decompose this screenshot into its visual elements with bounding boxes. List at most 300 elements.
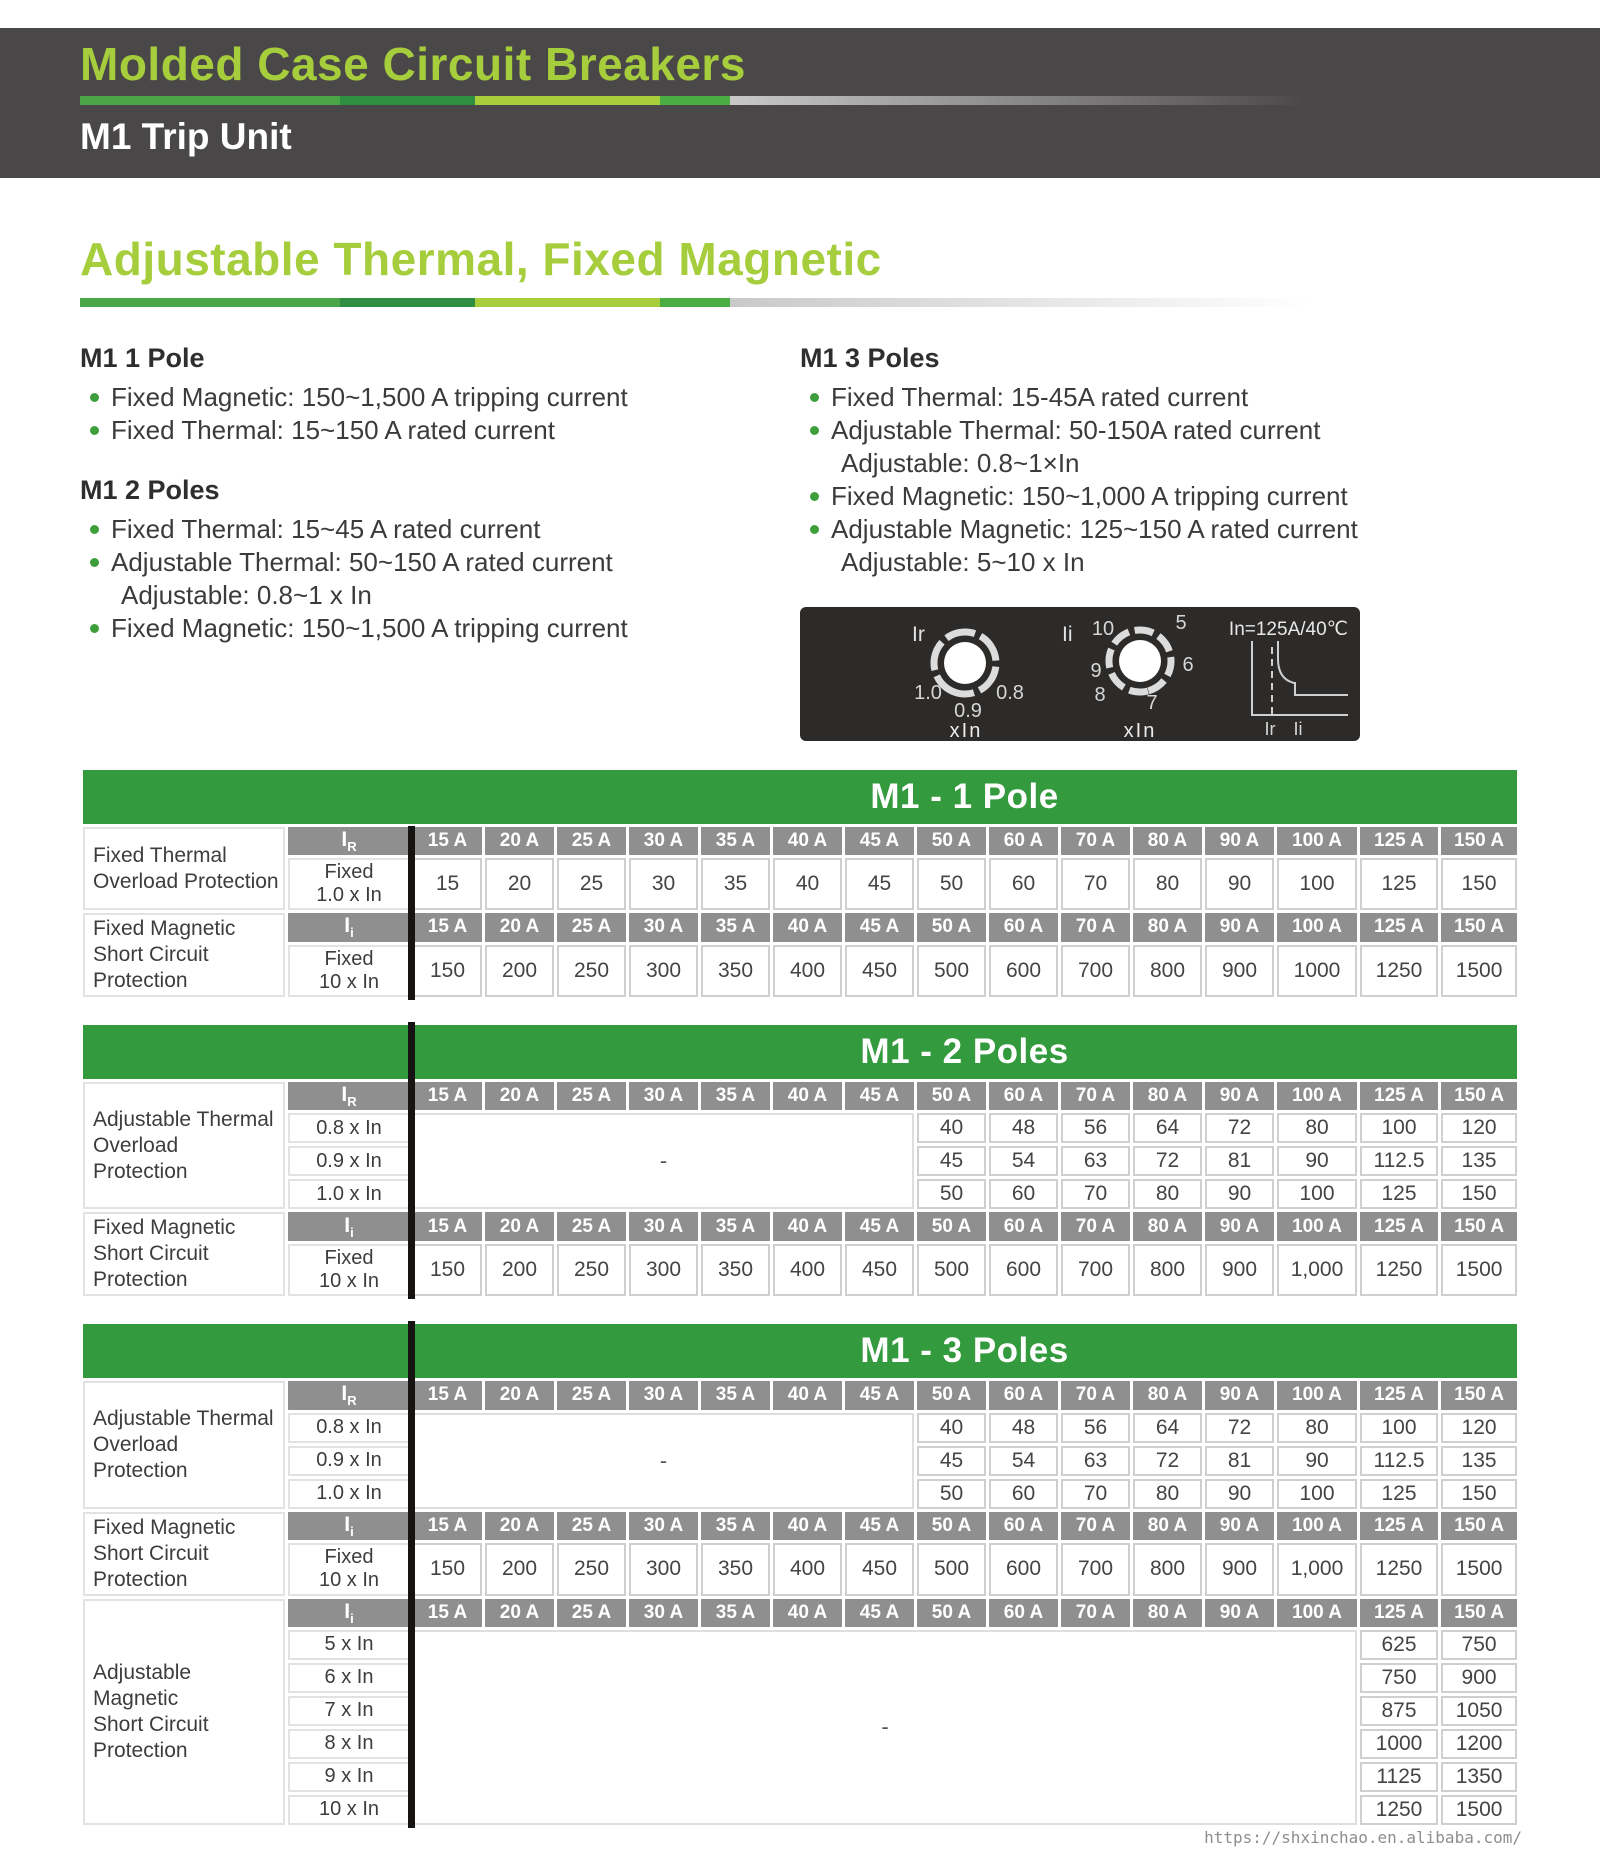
- setting-label: 8 x In: [288, 1729, 410, 1759]
- setting-label: Fixed 1.0 x In: [288, 858, 410, 910]
- value-cell: 48: [989, 1413, 1058, 1443]
- amp-header-cell: 20 A: [485, 1212, 554, 1240]
- table-row: [83, 945, 1517, 998]
- amp-header-row: [83, 1381, 1517, 1409]
- setting-label: 0.9 x In: [288, 1446, 410, 1476]
- protection-label: Adjustable Thermal Overload Protection: [83, 1381, 285, 1508]
- amp-header-cell: 80 A: [1133, 1212, 1202, 1240]
- spec-group: [80, 343, 800, 445]
- amp-header-cell: 50 A: [917, 913, 986, 941]
- value-cell: 1000: [1277, 945, 1357, 998]
- value-cell: 150: [1441, 1179, 1517, 1209]
- ir-tick-1.0: 1.0: [914, 682, 942, 704]
- value-cell: 80: [1133, 858, 1202, 910]
- value-cell: 150: [1441, 1479, 1517, 1509]
- value-cell: 90: [1205, 858, 1274, 910]
- value-cell: 120: [1441, 1413, 1517, 1443]
- value-cell: 100: [1277, 1179, 1357, 1209]
- amp-header-cell: 60 A: [989, 1512, 1058, 1540]
- value-cell: 1,000: [1277, 1244, 1357, 1297]
- amp-header-cell: 50 A: [917, 827, 986, 855]
- value-cell: 63: [1061, 1446, 1130, 1476]
- bullet-item: [80, 415, 800, 445]
- value-cell: 1500: [1441, 1795, 1517, 1825]
- value-cell: 56: [1061, 1413, 1130, 1443]
- value-cell: 1050: [1441, 1696, 1517, 1726]
- value-cell: 90: [1277, 1146, 1357, 1176]
- setting-label: 9 x In: [288, 1762, 410, 1792]
- empty-range-cell: -: [413, 1413, 914, 1509]
- bullet-text: Fixed Magnetic: 150~1,500 A tripping current: [111, 613, 628, 643]
- ii-tick-8: 8: [1094, 684, 1106, 706]
- amp-header-cell: 35 A: [701, 1599, 770, 1627]
- amp-header-cell: 125 A: [1360, 1082, 1438, 1110]
- value-cell: 50: [917, 1479, 986, 1509]
- value-cell: 1250: [1360, 1543, 1438, 1596]
- bullet-text: Adjustable Thermal: 50~150 A rated current: [111, 547, 613, 577]
- rating-table: [80, 767, 1520, 1000]
- spec-column-right: [800, 343, 1540, 741]
- rating-table: [80, 1022, 1520, 1299]
- spec-group: [80, 475, 800, 643]
- value-cell: 150: [413, 1543, 482, 1596]
- amp-header-row: [83, 1512, 1517, 1540]
- value-cell: 1000: [1360, 1729, 1438, 1759]
- table-divider-line: [408, 1321, 415, 1827]
- rating-table-m1-2-poles: [80, 1022, 1520, 1299]
- amp-header-cell: 70 A: [1061, 827, 1130, 855]
- amp-header-cell: 45 A: [845, 913, 914, 941]
- amp-header-cell: 90 A: [1205, 1212, 1274, 1240]
- setting-label: Fixed 10 x In: [288, 1543, 410, 1596]
- amp-header-cell: 100 A: [1277, 827, 1357, 855]
- value-cell: 72: [1133, 1146, 1202, 1176]
- amp-header-cell: 15 A: [413, 1599, 482, 1627]
- bullet-icon: [810, 426, 819, 435]
- amp-header-cell: 70 A: [1061, 913, 1130, 941]
- value-cell: 72: [1205, 1413, 1274, 1443]
- amp-header-cell: 45 A: [845, 1212, 914, 1240]
- value-cell: 400: [773, 945, 842, 998]
- amp-header-cell: 60 A: [989, 1082, 1058, 1110]
- amp-header-cell: 20 A: [485, 1381, 554, 1409]
- spec-columns: [80, 343, 1600, 741]
- value-cell: 250: [557, 1543, 626, 1596]
- setting-label: 0.8 x In: [288, 1413, 410, 1443]
- value-cell: 54: [989, 1446, 1058, 1476]
- amp-header-cell: 50 A: [917, 1212, 986, 1240]
- spec-group: [800, 343, 1540, 577]
- table-title: M1 - 1 Pole: [83, 770, 1517, 824]
- spec-heading: M1 3 Poles: [800, 343, 940, 373]
- value-cell: 350: [701, 1244, 770, 1297]
- amp-header-cell: 25 A: [557, 827, 626, 855]
- value-cell: 1500: [1441, 1543, 1517, 1596]
- setting-label: 5 x In: [288, 1630, 410, 1660]
- amp-header-cell: 40 A: [773, 827, 842, 855]
- amp-header-cell: 40 A: [773, 1599, 842, 1627]
- value-cell: 45: [917, 1146, 986, 1176]
- value-cell: 900: [1205, 1543, 1274, 1596]
- setting-label: 7 x In: [288, 1696, 410, 1726]
- table-row: [83, 1630, 1517, 1660]
- value-cell: 700: [1061, 945, 1130, 998]
- bullet-item: [800, 382, 1540, 412]
- bullet-item: [80, 547, 800, 577]
- ii-tick-7: 7: [1146, 692, 1158, 714]
- amp-header-cell: 70 A: [1061, 1212, 1130, 1240]
- value-cell: 700: [1061, 1244, 1130, 1297]
- amp-header-cell: 70 A: [1061, 1512, 1130, 1540]
- protection-label: Adjustable Thermal Overload Protection: [83, 1082, 285, 1209]
- amp-header-cell: 35 A: [701, 827, 770, 855]
- value-cell: 500: [917, 1543, 986, 1596]
- tables: [80, 767, 1600, 1828]
- value-cell: 350: [701, 945, 770, 998]
- amp-header-cell: 15 A: [413, 913, 482, 941]
- amp-header-cell: 30 A: [629, 1212, 698, 1240]
- amp-header-cell: 80 A: [1133, 913, 1202, 941]
- amp-header-cell: 35 A: [701, 913, 770, 941]
- value-cell: 450: [845, 1543, 914, 1596]
- bullet-text: Adjustable: 0.8~1 x In: [121, 580, 372, 610]
- amp-header-cell: 40 A: [773, 1082, 842, 1110]
- amp-header-cell: 15 A: [413, 827, 482, 855]
- value-cell: 45: [845, 858, 914, 910]
- curve-ii-label: Ii: [1293, 719, 1303, 739]
- amp-header-cell: 100 A: [1277, 1082, 1357, 1110]
- value-cell: 450: [845, 1244, 914, 1297]
- amp-header-cell: 45 A: [845, 1381, 914, 1409]
- bullet-item: [800, 448, 1540, 478]
- value-cell: 800: [1133, 1543, 1202, 1596]
- protection-label: Adjustable Magnetic Short Circuit Protection: [83, 1599, 285, 1825]
- amp-header-cell: 45 A: [845, 1512, 914, 1540]
- amp-header-cell: 80 A: [1133, 1381, 1202, 1409]
- amp-header-row: [83, 913, 1517, 941]
- current-symbol: $I_R$: [288, 1381, 410, 1409]
- value-cell: 90: [1205, 1479, 1274, 1509]
- rating-table-m1-1-pole: [80, 767, 1520, 1000]
- value-cell: 875: [1360, 1696, 1438, 1726]
- bullet-text: Fixed Thermal: 15-45A rated current: [831, 382, 1249, 412]
- value-cell: 64: [1133, 1413, 1202, 1443]
- value-cell: 20: [485, 858, 554, 910]
- value-cell: 125: [1360, 1479, 1438, 1509]
- header-band: [0, 28, 1600, 178]
- amp-header-cell: 50 A: [917, 1082, 986, 1110]
- amp-header-cell: 100 A: [1277, 1599, 1357, 1627]
- amp-header-cell: 50 A: [917, 1512, 986, 1540]
- amp-header-row: [83, 1082, 1517, 1110]
- value-cell: 81: [1205, 1146, 1274, 1176]
- amp-header-cell: 100 A: [1277, 1212, 1357, 1240]
- amp-header-cell: 150 A: [1441, 913, 1517, 941]
- setting-label: 6 x In: [288, 1663, 410, 1693]
- value-cell: 125: [1360, 1179, 1438, 1209]
- protection-label: Fixed Magnetic Short Circuit Protection: [83, 1212, 285, 1296]
- trip-curve-icon: [1252, 641, 1348, 715]
- value-cell: 70: [1061, 858, 1130, 910]
- footer-url[interactable]: https://shxinchao.en.alibaba.com/: [1204, 1828, 1522, 1847]
- value-cell: 600: [989, 945, 1058, 998]
- table-divider-line: [408, 826, 415, 1000]
- setting-label: 0.9 x In: [288, 1146, 410, 1176]
- amp-header-cell: 125 A: [1360, 913, 1438, 941]
- ii-tick-5: 5: [1175, 612, 1187, 634]
- amp-header-cell: 50 A: [917, 1599, 986, 1627]
- amp-header-cell: 150 A: [1441, 1599, 1517, 1627]
- amp-header-cell: 80 A: [1133, 1512, 1202, 1540]
- value-cell: 70: [1061, 1179, 1130, 1209]
- setting-label: 1.0 x In: [288, 1179, 410, 1209]
- page-title: Molded Case Circuit Breakers: [80, 38, 746, 90]
- amp-header-cell: 35 A: [701, 1082, 770, 1110]
- value-cell: 750: [1441, 1630, 1517, 1660]
- value-cell: 60: [989, 1479, 1058, 1509]
- value-cell: 500: [917, 945, 986, 998]
- bullet-item: [80, 580, 800, 610]
- setting-label: 1.0 x In: [288, 1479, 410, 1509]
- table-row: [83, 1113, 1517, 1143]
- value-cell: 400: [773, 1244, 842, 1297]
- value-cell: 300: [629, 945, 698, 998]
- value-cell: 300: [629, 1244, 698, 1297]
- value-cell: 135: [1441, 1146, 1517, 1176]
- rating-table: [80, 1321, 1520, 1827]
- ir-tick-0.8: 0.8: [996, 682, 1024, 704]
- value-cell: 200: [485, 945, 554, 998]
- amp-header-cell: 90 A: [1205, 913, 1274, 941]
- bullet-text: Fixed Magnetic: 150~1,500 A tripping current: [111, 382, 628, 412]
- amp-header-cell: 70 A: [1061, 1599, 1130, 1627]
- amp-header-cell: 70 A: [1061, 1381, 1130, 1409]
- value-cell: 1500: [1441, 945, 1517, 998]
- amp-header-cell: 100 A: [1277, 1381, 1357, 1409]
- value-cell: 50: [917, 858, 986, 910]
- empty-range-cell: -: [413, 1630, 1357, 1825]
- value-cell: 64: [1133, 1113, 1202, 1143]
- ii-dial-caption: xIn: [1123, 720, 1157, 741]
- value-cell: 800: [1133, 1244, 1202, 1297]
- bullet-text: Adjustable Magnetic: 125~150 A rated current: [831, 514, 1358, 544]
- bullet-item: [800, 547, 1540, 577]
- amp-header-cell: 35 A: [701, 1381, 770, 1409]
- value-cell: 1200: [1441, 1729, 1517, 1759]
- value-cell: 100: [1360, 1113, 1438, 1143]
- amp-header-cell: 150 A: [1441, 1512, 1517, 1540]
- ir-dial-caption: xIn: [949, 720, 983, 741]
- amp-header-cell: 60 A: [989, 1381, 1058, 1409]
- value-cell: 90: [1205, 1179, 1274, 1209]
- amp-header-cell: 30 A: [629, 1381, 698, 1409]
- setting-label: 0.8 x In: [288, 1113, 410, 1143]
- value-cell: 40: [917, 1113, 986, 1143]
- value-cell: 1,000: [1277, 1543, 1357, 1596]
- amp-header-cell: 125 A: [1360, 1599, 1438, 1627]
- amp-header-cell: 20 A: [485, 1082, 554, 1110]
- current-symbol: $I_R$: [288, 827, 410, 855]
- value-cell: 56: [1061, 1113, 1130, 1143]
- amp-header-cell: 60 A: [989, 1212, 1058, 1240]
- amp-header-cell: 30 A: [629, 1599, 698, 1627]
- amp-header-cell: 150 A: [1441, 1381, 1517, 1409]
- section-title: Adjustable Thermal, Fixed Magnetic: [80, 233, 882, 285]
- amp-header-cell: 25 A: [557, 1082, 626, 1110]
- value-cell: 54: [989, 1146, 1058, 1176]
- value-cell: 80: [1133, 1479, 1202, 1509]
- spec-column-left: [80, 343, 800, 741]
- bullet-text: Fixed Thermal: 15~150 A rated current: [111, 415, 555, 445]
- amp-header-cell: 20 A: [485, 913, 554, 941]
- current-symbol: $I_i$: [288, 1599, 410, 1627]
- bullet-item: [80, 382, 800, 412]
- amp-header-cell: 90 A: [1205, 1512, 1274, 1540]
- value-cell: 81: [1205, 1446, 1274, 1476]
- table-title: M1 - 3 Poles: [83, 1324, 1517, 1378]
- value-cell: 120: [1441, 1113, 1517, 1143]
- protection-label: Fixed Magnetic Short Circuit Protection: [83, 1512, 285, 1596]
- header-divider-bar: [80, 96, 1310, 105]
- amp-header-row: [83, 1599, 1517, 1627]
- value-cell: 150: [1441, 858, 1517, 910]
- value-cell: 600: [989, 1543, 1058, 1596]
- amp-header-cell: 15 A: [413, 1381, 482, 1409]
- ii-tick-6: 6: [1182, 654, 1194, 676]
- amp-header-cell: 35 A: [701, 1512, 770, 1540]
- value-cell: 300: [629, 1543, 698, 1596]
- amp-header-cell: 25 A: [557, 1512, 626, 1540]
- section-heading: [80, 234, 1600, 307]
- value-cell: 48: [989, 1113, 1058, 1143]
- amp-header-cell: 20 A: [485, 1599, 554, 1627]
- bullet-item: [800, 415, 1540, 445]
- value-cell: 63: [1061, 1146, 1130, 1176]
- value-cell: 700: [1061, 1543, 1130, 1596]
- value-cell: 80: [1133, 1179, 1202, 1209]
- value-cell: 150: [413, 1244, 482, 1297]
- current-symbol: $I_i$: [288, 1512, 410, 1540]
- bullet-icon: [810, 492, 819, 501]
- spec-heading: M1 2 Poles: [80, 475, 220, 505]
- amp-header-cell: 90 A: [1205, 827, 1274, 855]
- amp-header-cell: 30 A: [629, 1082, 698, 1110]
- value-cell: 400: [773, 1543, 842, 1596]
- value-cell: 1350: [1441, 1762, 1517, 1792]
- amp-header-cell: 25 A: [557, 913, 626, 941]
- value-cell: 40: [773, 858, 842, 910]
- value-cell: 350: [701, 1543, 770, 1596]
- amp-header-cell: 90 A: [1205, 1082, 1274, 1110]
- value-cell: 600: [989, 1244, 1058, 1297]
- rating-table-m1-3-poles: [80, 1321, 1520, 1827]
- value-cell: 72: [1205, 1113, 1274, 1143]
- value-cell: 135: [1441, 1446, 1517, 1476]
- bullet-icon: [810, 525, 819, 534]
- value-cell: 200: [485, 1543, 554, 1596]
- amp-header-cell: 60 A: [989, 913, 1058, 941]
- amp-header-cell: 150 A: [1441, 1082, 1517, 1110]
- value-cell: 150: [413, 945, 482, 998]
- page-subtitle: M1 Trip Unit: [80, 116, 292, 157]
- amp-header-cell: 35 A: [701, 1212, 770, 1240]
- current-symbol: $I_i$: [288, 1212, 410, 1240]
- bullet-text: Adjustable Thermal: 50-150A rated current: [831, 415, 1321, 445]
- amp-header-cell: 40 A: [773, 913, 842, 941]
- amp-header-cell: 60 A: [989, 827, 1058, 855]
- value-cell: 250: [557, 945, 626, 998]
- amp-header-cell: 100 A: [1277, 913, 1357, 941]
- value-cell: 900: [1205, 1244, 1274, 1297]
- amp-header-cell: 15 A: [413, 1512, 482, 1540]
- value-cell: 45: [917, 1446, 986, 1476]
- bullet-icon: [90, 393, 99, 402]
- table-row: [83, 858, 1517, 910]
- amp-header-cell: 45 A: [845, 1082, 914, 1110]
- value-cell: 625: [1360, 1630, 1438, 1660]
- amp-header-cell: 25 A: [557, 1381, 626, 1409]
- bullet-icon: [810, 393, 819, 402]
- value-cell: 60: [989, 1179, 1058, 1209]
- protection-label: Fixed Thermal Overload Protection: [83, 827, 285, 910]
- value-cell: 900: [1441, 1663, 1517, 1693]
- amp-header-cell: 50 A: [917, 1381, 986, 1409]
- amp-header-cell: 125 A: [1360, 827, 1438, 855]
- value-cell: 80: [1277, 1413, 1357, 1443]
- table-divider-line: [408, 1022, 415, 1299]
- value-cell: 40: [917, 1413, 986, 1443]
- ii-dial-label: Ii: [1062, 623, 1073, 646]
- bullet-text: Fixed Magnetic: 150~1,000 A tripping current: [831, 481, 1348, 511]
- current-symbol: $I_R$: [288, 1082, 410, 1110]
- amp-header-cell: 70 A: [1061, 1082, 1130, 1110]
- curve-ir-label: Ir: [1264, 719, 1276, 739]
- amp-header-cell: 80 A: [1133, 1082, 1202, 1110]
- value-cell: 800: [1133, 945, 1202, 998]
- value-cell: 500: [917, 1244, 986, 1297]
- spec-heading: M1 1 Pole: [80, 343, 205, 373]
- amp-header-cell: 20 A: [485, 1512, 554, 1540]
- amp-header-cell: 60 A: [989, 1599, 1058, 1627]
- amp-header-cell: 40 A: [773, 1512, 842, 1540]
- setting-label: Fixed 10 x In: [288, 945, 410, 998]
- table-row: [83, 1244, 1517, 1297]
- value-cell: 35: [701, 858, 770, 910]
- bullet-icon: [90, 525, 99, 534]
- amp-header-row: [83, 827, 1517, 855]
- value-cell: 25: [557, 858, 626, 910]
- bullet-text: Adjustable: 0.8~1×In: [841, 448, 1080, 478]
- table-title-row: [83, 1324, 1517, 1378]
- empty-range-cell: -: [413, 1113, 914, 1209]
- value-cell: 1125: [1360, 1762, 1438, 1792]
- amp-header-cell: 45 A: [845, 1599, 914, 1627]
- table-title-row: [83, 770, 1517, 824]
- ir-dial-label: Ir: [912, 623, 925, 646]
- amp-header-cell: 100 A: [1277, 1512, 1357, 1540]
- value-cell: 1250: [1360, 945, 1438, 998]
- value-cell: 70: [1061, 1479, 1130, 1509]
- value-cell: 750: [1360, 1663, 1438, 1693]
- value-cell: 72: [1133, 1446, 1202, 1476]
- amp-header-cell: 90 A: [1205, 1381, 1274, 1409]
- bullet-icon: [90, 558, 99, 567]
- bullet-item: [800, 514, 1540, 544]
- value-cell: 1250: [1360, 1244, 1438, 1297]
- amp-header-cell: 40 A: [773, 1212, 842, 1240]
- bullet-text: Adjustable: 5~10 x In: [841, 547, 1085, 577]
- value-cell: 90: [1277, 1446, 1357, 1476]
